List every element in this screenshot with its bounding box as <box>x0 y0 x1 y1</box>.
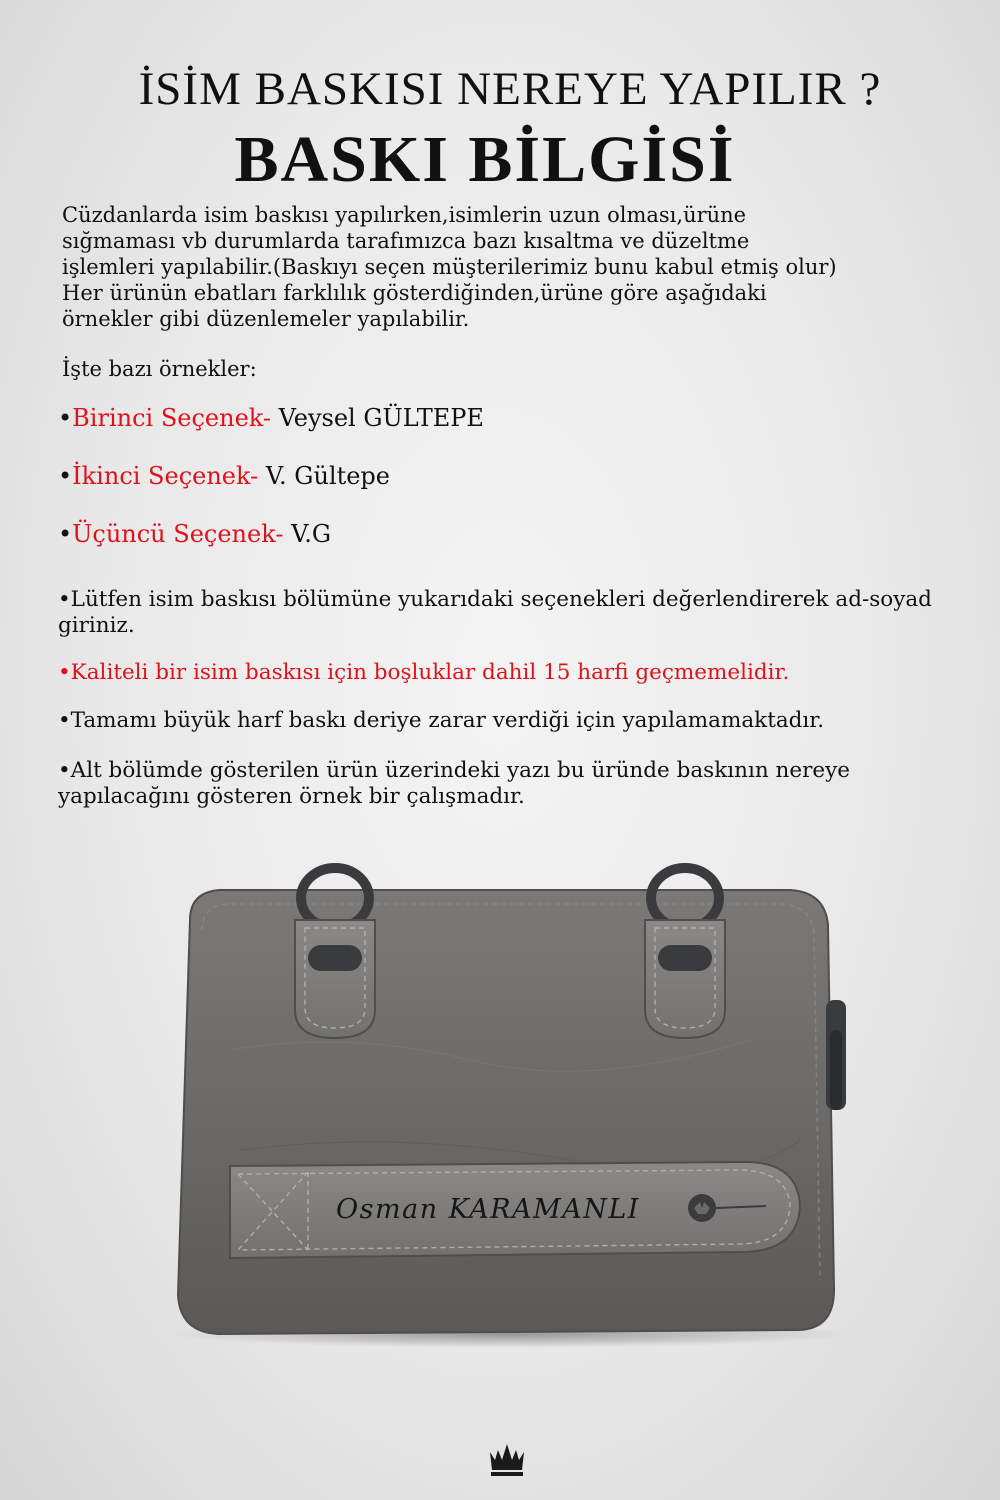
note-sample-print: •Alt bölümde gösterilen ürün üzerindeki yazı bu üründe baskının nereye yapılacağını gösteren örnek bir çalışmadır. <box>58 758 850 809</box>
intro-line: örnekler gibi düzenlemeler yapılabilir. <box>62 307 470 331</box>
option-value: V.G <box>283 520 332 548</box>
option-second <box>58 462 390 490</box>
bullet: • <box>58 520 73 548</box>
intro-line: sığmaması vb durumlarda tarafımızca bazı kısaltma ve düzeltme <box>62 229 750 253</box>
option-value: Veysel GÜLTEPE <box>271 404 484 432</box>
examples-heading: İşte bazı örnekler: <box>62 357 257 381</box>
bullet: • <box>58 462 73 490</box>
option-first <box>58 404 484 432</box>
intro-paragraph <box>62 202 942 332</box>
intro-line: Cüzdanlarda isim baskısı yapılırken,isimlerin uzun olması,ürüne <box>62 203 747 227</box>
heading-print-info: BASKI BİLGİSİ <box>234 123 736 196</box>
trident-crown-icon <box>486 1442 528 1478</box>
intro-line: Her ürünün ebatları farklılık gösterdiğinden,ürüne göre aşağıdaki <box>62 281 767 305</box>
bullet: • <box>58 404 73 432</box>
option-third <box>58 520 331 548</box>
printed-name-sample: Osman KARAMANLI <box>336 1194 640 1225</box>
option-label: Üçüncü Seçenek- <box>72 520 284 548</box>
option-label: Birinci Seçenek- <box>72 404 271 432</box>
bag-product-image <box>150 850 870 1350</box>
heading-where-printed: İSİM BASKISI NEREYE YAPILIR ? <box>138 63 882 115</box>
option-label: İkinci Seçenek- <box>72 462 259 490</box>
option-value: V. Gültepe <box>258 462 390 490</box>
note-max-letters: •Kaliteli bir isim baskısı için boşluklar dahil 15 harfi geçmemelidir. <box>58 660 790 685</box>
note-enter-name: •Lütfen isim baskısı bölümüne yukarıdaki seçenekleri değerlendirerek ad-soyad giriniz. <box>58 587 932 638</box>
note-no-all-caps: •Tamamı büyük harf baskı deriye zarar verdiği için yapılamamaktadır. <box>58 708 825 733</box>
intro-line: işlemleri yapılabilir.(Baskıyı seçen müşterilerimiz bunu kabul etmiş olur) <box>62 255 837 279</box>
